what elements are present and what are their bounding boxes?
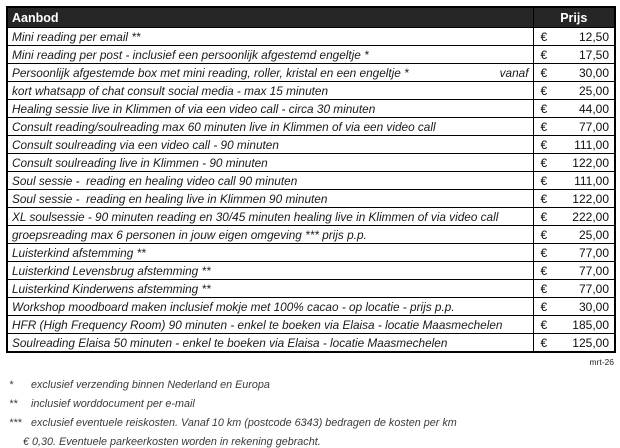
price-cell	[533, 316, 615, 334]
price-cell	[533, 298, 615, 316]
price-cell	[533, 172, 615, 190]
table-row	[7, 64, 615, 82]
price-amount: 111,00	[574, 173, 609, 188]
footnote-marker: *	[9, 379, 14, 391]
price-amount: 77,00	[578, 263, 609, 278]
euro-currency-symbol: €	[540, 47, 548, 62]
offer-cell	[7, 100, 533, 118]
offer-cell	[7, 154, 533, 172]
euro-currency-symbol: €	[540, 173, 548, 188]
table-row	[7, 136, 615, 154]
price-amount: 12,50	[578, 29, 609, 44]
offer-label: kort whatsapp of chat consult social media - max 15 minuten	[12, 83, 329, 98]
offer-cell	[7, 46, 533, 64]
offer-label: Luisterkind afstemming **	[12, 245, 146, 260]
price-amount: 25,00	[578, 227, 609, 242]
euro-currency-symbol: €	[540, 65, 548, 80]
footnote-text: € 0,30. Eventuele parkeerkosten worden in rekening gebracht.	[23, 435, 321, 448]
euro-currency-symbol: €	[540, 101, 548, 116]
table-row	[7, 316, 615, 334]
price-cell	[533, 82, 615, 100]
price-amount: 111,00	[574, 137, 609, 152]
offer-label: Soulreading Elaisa 50 minuten - enkel te boeken via Elaisa - locatie Maasmechelen	[12, 335, 448, 350]
footnote-line	[9, 379, 614, 391]
offer-label: groepsreading max 6 personen in jouw eigen omgeving *** prijs p.p.	[12, 227, 367, 242]
euro-currency-symbol: €	[540, 155, 548, 170]
footnote-line	[9, 417, 614, 429]
price-amount: 17,50	[578, 47, 609, 62]
table-row	[7, 82, 615, 100]
price-cell	[533, 208, 615, 226]
offer-cell	[7, 226, 533, 244]
offer-column-header: Aanbod	[7, 7, 533, 28]
offer-label: HFR (High Frequency Room) 90 minuten - enkel te boeken via Elaisa - locatie Maasmechelen	[12, 317, 503, 332]
footnote-marker: **	[9, 397, 18, 410]
price-amount: 122,00	[572, 155, 609, 170]
price-cell	[533, 28, 615, 46]
offer-label: Luisterkind Kinderwens afstemming **	[12, 281, 211, 296]
offer-label: Mini reading per post - inclusief een persoonlijk afgestemd engeltje *	[12, 47, 369, 62]
price-amount: 44,00	[578, 101, 609, 116]
euro-currency-symbol: €	[540, 83, 548, 98]
offer-label: Workshop moodboard maken inclusief mokje met 100% cacao - op locatie - prijs p.p.	[12, 299, 455, 314]
table-row	[7, 208, 615, 226]
offer-label: Luisterkind Levensbrug afstemming **	[12, 263, 211, 278]
offer-label: Consult reading/soulreading max 60 minuten live in Klimmen of via een video call	[12, 119, 436, 134]
price-amount: 185,00	[572, 317, 609, 332]
table-row	[7, 46, 615, 64]
price-cell	[533, 154, 615, 172]
offer-cell	[7, 64, 533, 82]
euro-currency-symbol: €	[540, 317, 548, 332]
date-stamp: mrt-26	[589, 357, 614, 367]
offer-label: Persoonlijk afgestemde box met mini reading, roller, kristal en een engeltje *	[12, 65, 409, 80]
footnotes	[9, 379, 614, 448]
table-row	[7, 28, 615, 46]
table-row	[7, 244, 615, 262]
offer-cell	[7, 244, 533, 262]
price-cell	[533, 46, 615, 64]
price-cell	[533, 136, 615, 154]
price-column-header: Prijs	[533, 7, 615, 28]
offer-cell	[7, 172, 533, 190]
offer-label: Mini reading per email **	[12, 29, 141, 44]
offer-cell	[7, 136, 533, 154]
price-cell	[533, 244, 615, 262]
table-row	[7, 100, 615, 118]
price-cell	[533, 334, 615, 353]
offer-label: Soul sessie - reading en healing video call 90 minuten	[12, 173, 298, 188]
price-amount: 30,00	[578, 65, 609, 80]
offer-cell	[7, 28, 533, 46]
euro-currency-symbol: €	[540, 335, 548, 350]
offer-label: Consult soulreading via een video call - 90 minuten	[12, 137, 279, 152]
euro-currency-symbol: €	[540, 245, 548, 260]
offer-cell	[7, 118, 533, 136]
price-amount: 30,00	[578, 299, 609, 314]
price-cell	[533, 262, 615, 280]
offer-cell	[7, 316, 533, 334]
price-amount: 125,00	[572, 335, 609, 350]
table-row	[7, 118, 615, 136]
table-row	[7, 190, 615, 208]
table-row	[7, 334, 615, 353]
offer-cell	[7, 82, 533, 100]
price-cell	[533, 64, 615, 82]
price-cell	[533, 226, 615, 244]
offer-label: Consult soulreading live in Klimmen - 90 minuten	[12, 155, 268, 170]
price-amount: 25,00	[578, 83, 609, 98]
offer-cell	[7, 334, 533, 353]
footnote-marker: ***	[9, 416, 22, 429]
euro-currency-symbol: €	[540, 29, 548, 44]
table-row	[7, 280, 615, 298]
table-row	[7, 226, 615, 244]
offer-cell	[7, 190, 533, 208]
offer-cell	[7, 262, 533, 280]
table-body	[7, 28, 615, 353]
price-amount: 77,00	[578, 119, 609, 134]
price-amount: 77,00	[578, 245, 609, 260]
table-row	[7, 172, 615, 190]
euro-currency-symbol: €	[540, 191, 548, 206]
euro-currency-symbol: €	[540, 137, 548, 152]
table-row	[7, 298, 615, 316]
footnote-line	[9, 436, 614, 448]
table-header-row	[7, 7, 615, 28]
price-cell	[533, 280, 615, 298]
euro-currency-symbol: €	[540, 119, 548, 134]
offer-cell	[7, 208, 533, 226]
euro-currency-symbol: €	[540, 209, 548, 224]
footnote-line	[9, 398, 614, 410]
price-cell	[533, 190, 615, 208]
footnote-text: exclusief verzending binnen Nederland en Europa	[31, 379, 270, 391]
euro-currency-symbol: €	[540, 299, 548, 314]
offer-suffix: vanaf	[499, 65, 529, 80]
footnote-text: inclusief worddocument per e-mail	[31, 397, 195, 410]
offer-label: Healing sessie live in Klimmen of via een video call - circa 30 minuten	[12, 101, 376, 116]
euro-currency-symbol: €	[540, 263, 548, 278]
price-cell	[533, 100, 615, 118]
price-amount: 77,00	[578, 281, 609, 296]
table-row	[7, 262, 615, 280]
price-table	[6, 6, 616, 353]
offer-label: XL soulsessie - 90 minuten reading en 30/45 minuten healing live in Klimmen of via video call	[12, 209, 499, 224]
euro-currency-symbol: €	[540, 281, 548, 296]
offer-cell	[7, 298, 533, 316]
offer-label: Soul sessie - reading en healing live in Klimmen 90 minuten	[12, 191, 328, 206]
price-cell	[533, 118, 615, 136]
price-amount: 222,00	[572, 209, 609, 224]
footnote-text: exclusief eventuele reiskosten. Vanaf 10 km (postcode 6343) bedragen de kosten per km	[31, 416, 457, 429]
euro-currency-symbol: €	[540, 227, 548, 242]
offer-cell	[7, 280, 533, 298]
table-row	[7, 154, 615, 172]
price-amount: 122,00	[572, 191, 609, 206]
